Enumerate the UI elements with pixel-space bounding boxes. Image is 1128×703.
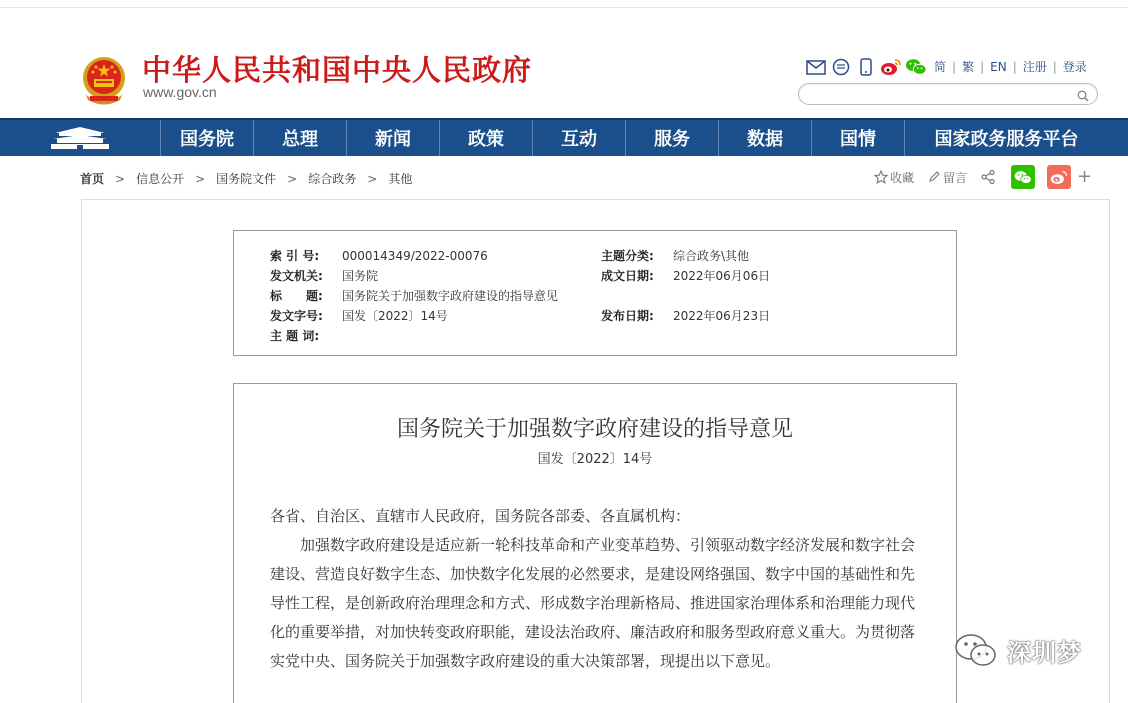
- favorite-label: 收藏: [890, 170, 915, 185]
- search-box: [798, 83, 1098, 105]
- language-links: [934, 58, 1087, 75]
- separator: |: [980, 59, 985, 74]
- pubdate-label: 发布日期:: [601, 309, 654, 323]
- title-value: 国务院关于加强数字政府建设的指导意见: [342, 289, 559, 303]
- chevron-right-icon: >: [367, 171, 378, 186]
- index-value: 000014349/2022-00076: [342, 248, 488, 263]
- nav-item-service-platform[interactable]: 国家政务服务平台: [934, 129, 1079, 150]
- article-text: [270, 502, 922, 676]
- chevron-right-icon: >: [115, 171, 126, 186]
- wechat-share-icon[interactable]: [1011, 165, 1035, 189]
- chevron-right-icon: >: [195, 171, 206, 186]
- weibo-share-icon[interactable]: [1047, 165, 1071, 189]
- weibo-icon[interactable]: [880, 57, 902, 77]
- nav-item-service[interactable]: 服务: [626, 120, 719, 156]
- main-nav: [0, 118, 1128, 156]
- breadcrumb-state-council-docs[interactable]: 国务院文件: [216, 172, 277, 186]
- separator: |: [1012, 59, 1017, 74]
- nav-item-premier[interactable]: 总理: [254, 120, 347, 156]
- nav-item-national-info[interactable]: 国情: [812, 120, 905, 156]
- login-link[interactable]: 登录: [1062, 60, 1087, 74]
- nav-item-policy[interactable]: 政策: [440, 120, 533, 156]
- tiananmen-logo-icon[interactable]: [0, 120, 161, 156]
- top-icon-bar: [805, 56, 930, 78]
- search-input[interactable]: [809, 85, 1073, 105]
- star-icon: [874, 170, 888, 184]
- favorite-button[interactable]: [874, 169, 914, 186]
- issuer-value: 国务院: [342, 269, 379, 283]
- comment-icon[interactable]: [830, 57, 852, 77]
- site-url[interactable]: www.gov.cn: [143, 84, 217, 100]
- article-tools: [874, 164, 1092, 190]
- issuer-label: 发文机关:: [270, 269, 323, 283]
- index-label: 索 引 号:: [270, 249, 320, 263]
- separator: |: [1052, 59, 1057, 74]
- breadcrumb-home[interactable]: 首页: [80, 172, 105, 186]
- keywords-label: 主 题 词:: [270, 329, 320, 343]
- lang-traditional-link[interactable]: 繁: [962, 60, 975, 74]
- nav-item-news[interactable]: 新闻: [347, 120, 440, 156]
- breadcrumb-other[interactable]: 其他: [388, 172, 413, 186]
- register-link[interactable]: 注册: [1022, 60, 1047, 74]
- docno-value: 国发〔2022〕14号: [342, 309, 448, 323]
- date-value: 2022年06月06日: [673, 269, 771, 283]
- document-metadata: [233, 230, 957, 356]
- lang-simplified-link[interactable]: 简: [934, 60, 947, 74]
- search-icon[interactable]: [1077, 87, 1089, 106]
- separator: |: [952, 59, 957, 74]
- comment-label: 留言: [943, 170, 968, 185]
- wechat-watermark-icon: [953, 632, 999, 668]
- watermark-text: 深圳梦: [1007, 638, 1082, 667]
- date-label: 成文日期:: [601, 269, 654, 283]
- subject-value: 综合政务\其他: [673, 249, 750, 263]
- pencil-icon: [927, 170, 941, 184]
- nav-item-data[interactable]: 数据: [719, 120, 812, 156]
- nav-item-state-council[interactable]: 国务院: [161, 120, 254, 156]
- salutation: 各省、自治区、直辖市人民政府，国务院各部委、各直属机构：: [270, 507, 691, 525]
- breadcrumb: [80, 170, 412, 187]
- chevron-right-icon: >: [287, 171, 298, 186]
- breadcrumb-general-affairs[interactable]: 综合政务: [308, 172, 357, 186]
- national-emblem-icon: [80, 55, 128, 105]
- lang-english-link[interactable]: EN: [990, 59, 1007, 74]
- title-label: 标 题:: [270, 289, 323, 303]
- share-icon[interactable]: [980, 169, 998, 185]
- article-paragraph: 加强数字政府建设是适应新一轮科技革命和产业变革趋势、引领驱动数字经济发展和数字社会建设、营造良好数字生态、加快数字化发展的必然要求，是建设网络强国、数字中国的基础性和先导性工程，是创新政府治理理念和方式、形成数字治理新格局、推进国家治理体系和治理能力现代化的重要举措，对加快转变政府职能，建设法治政府、廉洁政府和服务型政府意义重大。为贯彻落实党中央、国务院关于加强数字政府建设的重大决策部署，现提出以下意见。: [270, 536, 916, 670]
- docno-label: 发文字号:: [270, 309, 323, 323]
- mobile-icon[interactable]: [855, 57, 877, 77]
- article-doc-number: 国发〔2022〕14号: [537, 452, 653, 467]
- plus-icon[interactable]: +: [1077, 166, 1093, 187]
- article-title: 国务院关于加强数字政府建设的指导意见: [396, 417, 793, 442]
- watermark: [953, 632, 1082, 668]
- wechat-icon[interactable]: [905, 57, 927, 77]
- nav-item-interaction[interactable]: 互动: [533, 120, 626, 156]
- breadcrumb-info-public[interactable]: 信息公开: [136, 172, 185, 186]
- comment-button[interactable]: [927, 169, 967, 186]
- subject-label: 主题分类:: [601, 249, 654, 263]
- site-title[interactable]: 中华人民共和国中央人民政府: [142, 53, 533, 87]
- pubdate-value: 2022年06月23日: [673, 309, 771, 323]
- top-border: [0, 0, 1128, 8]
- mail-icon[interactable]: [805, 57, 827, 77]
- article-body-box: [233, 383, 957, 703]
